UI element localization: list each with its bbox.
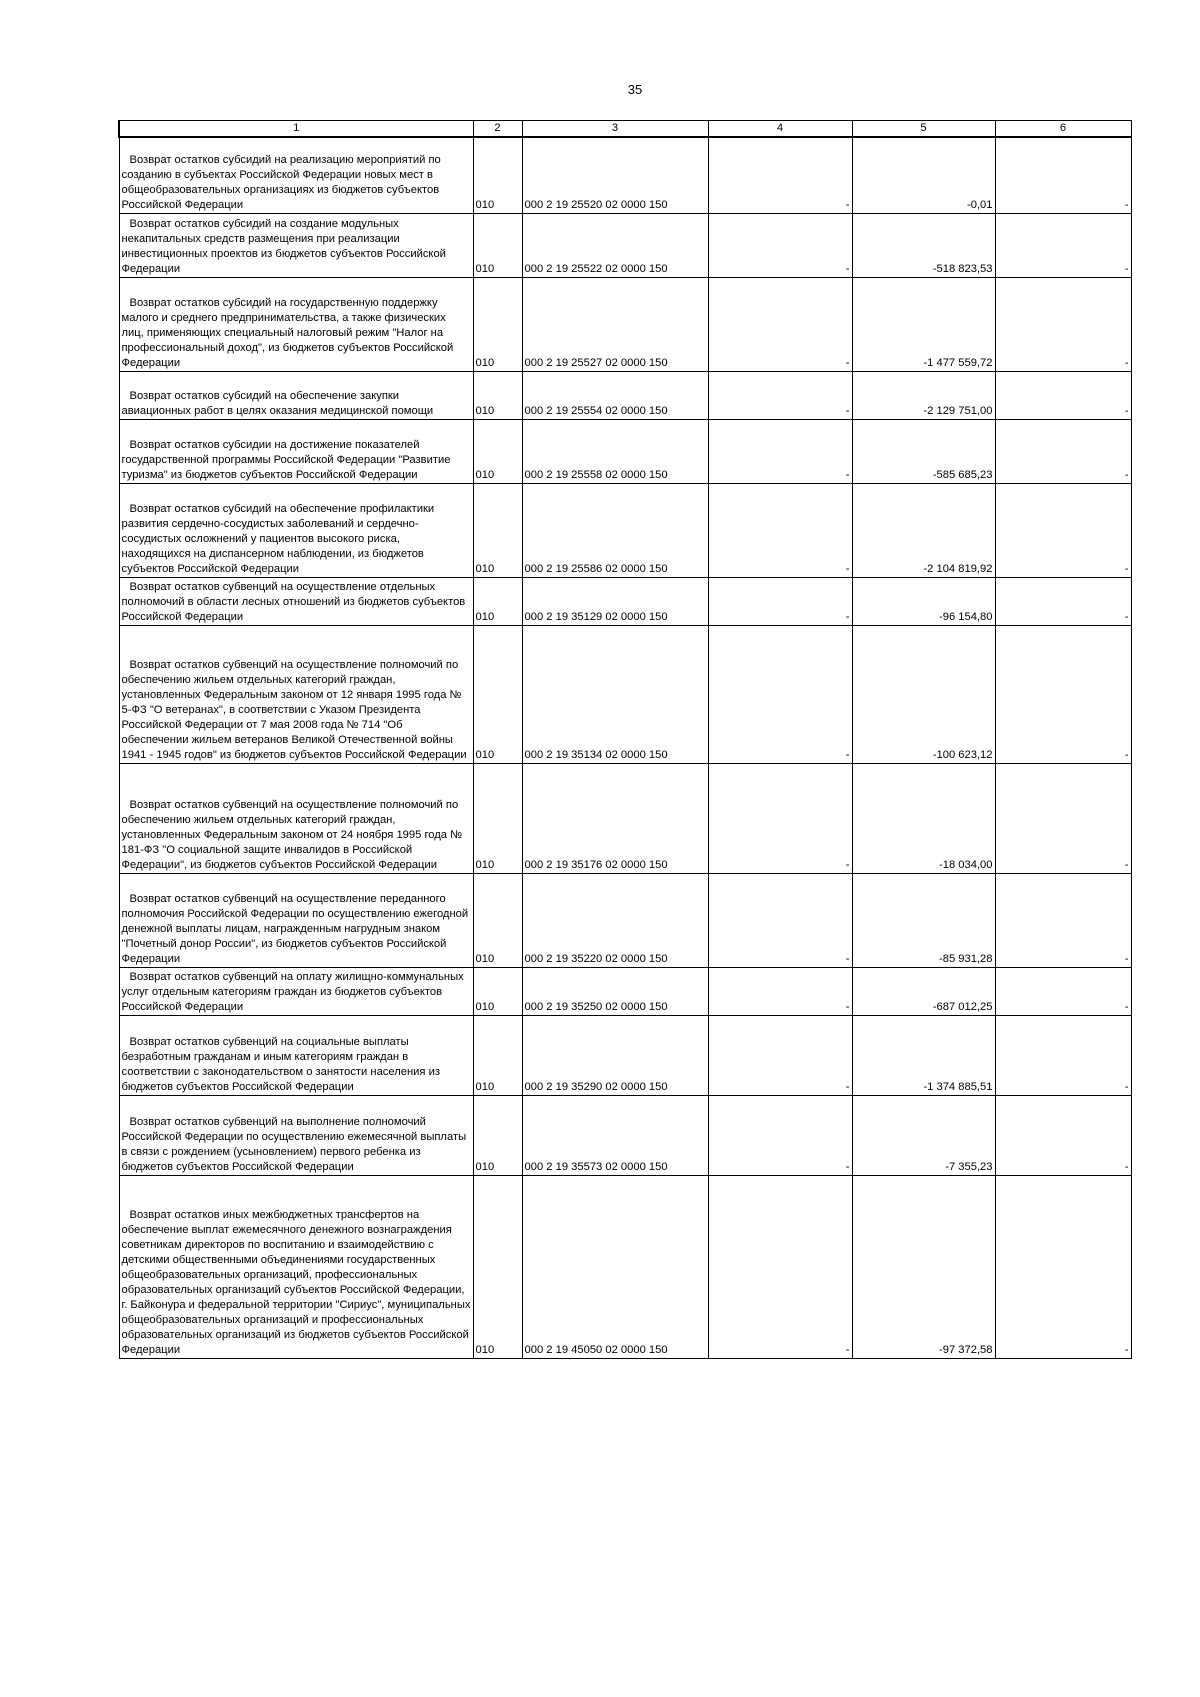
table-row (119, 483, 1131, 577)
row-col4-value: - (708, 483, 852, 577)
row-col6-value: - (995, 577, 1131, 625)
row-description-text: Возврат остатков субвенций на осуществление переданного полномочия Российской Федерации по осуществлению ежегодной денежной выплаты лицам, награжденным нагрудным знаком "Почетный донор России", из бюджетов субъектов Российской Федерации (121, 892, 469, 965)
row-budget-code: 000 2 19 35134 02 0000 150 (522, 625, 708, 763)
row-description (119, 483, 473, 577)
row-budget-code: 000 2 19 35290 02 0000 150 (522, 1015, 708, 1095)
row-budget-code: 000 2 19 35220 02 0000 150 (522, 873, 708, 967)
row-description (119, 873, 473, 967)
table-row (119, 873, 1131, 967)
row-line-code: 010 (473, 1015, 522, 1095)
table-row (119, 625, 1131, 763)
column-header-row (119, 121, 1131, 138)
row-description-text: Возврат остатков субсидий на обеспечение профилактики развития сердечно-сосудистых заболеваний и сердечно-сосудистых осложнений у пациентов высокого риска, находящихся на диспансерном наблюдении, из бюджетов субъектов Российской Федерации (121, 502, 435, 575)
row-col5-value: -687 012,25 (852, 967, 995, 1015)
row-line-code: 010 (473, 213, 522, 277)
row-col5-value: -96 154,80 (852, 577, 995, 625)
row-description-text: Возврат остатков субвенций на осуществление полномочий по обеспечению жильем отдельных категорий граждан, установленных Федеральным законом от 12 января 1995 года № 5-ФЗ "О ветеранах", в соответствии с Указом Президента Российской Федерации от 7 мая 2008 года № 714 "Об обеспечении жильем ветеранов Великой Отечественной войны 1941 - 1945 годов" из бюджетов субъектов Российской Федерации (121, 659, 467, 761)
row-col5-value: -585 685,23 (852, 419, 995, 483)
column-header-4: 4 (708, 121, 852, 138)
row-description (119, 967, 473, 1015)
row-col5-value: -18 034,00 (852, 763, 995, 873)
row-line-code: 010 (473, 419, 522, 483)
row-description (119, 419, 473, 483)
row-description-text: Возврат остатков субвенций на выполнение полномочий Российской Федерации по осуществлению ежемесячной выплаты в связи с рождением (усыновлением) первого ребенка из бюджетов субъектов Российской Федерации (121, 1115, 467, 1173)
row-line-code: 010 (473, 277, 522, 371)
row-budget-code: 000 2 19 45050 02 0000 150 (522, 1175, 708, 1358)
row-col6-value: - (995, 213, 1131, 277)
row-budget-code: 000 2 19 25554 02 0000 150 (522, 371, 708, 419)
row-col4-value: - (708, 213, 852, 277)
row-col6-value: - (995, 277, 1131, 371)
column-header-1: 1 (119, 121, 473, 138)
row-col5-value: -97 372,58 (852, 1175, 995, 1358)
row-col6-value: - (995, 967, 1131, 1015)
row-col6-value: - (995, 137, 1131, 213)
row-budget-code: 000 2 19 25520 02 0000 150 (522, 137, 708, 213)
table-row (119, 967, 1131, 1015)
table-row (119, 577, 1131, 625)
row-col4-value: - (708, 1095, 852, 1175)
row-description (119, 763, 473, 873)
table-row (119, 277, 1131, 371)
row-description (119, 1015, 473, 1095)
row-description-text: Возврат остатков субсидий на реализацию мероприятий по созданию в субъектах Российской Федерации новых мест в общеобразовательных организациях из бюджетов субъектов Российской Федерации (121, 153, 441, 211)
row-budget-code: 000 2 19 35129 02 0000 150 (522, 577, 708, 625)
row-line-code: 010 (473, 137, 522, 213)
row-budget-code: 000 2 19 25527 02 0000 150 (522, 277, 708, 371)
row-col6-value: - (995, 483, 1131, 577)
table-row (119, 1175, 1131, 1358)
row-budget-code: 000 2 19 35250 02 0000 150 (522, 967, 708, 1015)
row-col4-value: - (708, 873, 852, 967)
row-col4-value: - (708, 1015, 852, 1095)
row-line-code: 010 (473, 1095, 522, 1175)
column-header-6: 6 (995, 121, 1131, 138)
row-line-code: 010 (473, 625, 522, 763)
row-col6-value: - (995, 763, 1131, 873)
row-description-text: Возврат остатков субвенций на оплату жилищно-коммунальных услуг отдельным категориям граждан из бюджетов субъектов Российской Федерации (121, 970, 464, 1013)
row-line-code: 010 (473, 371, 522, 419)
column-header-5: 5 (852, 121, 995, 138)
row-description (119, 213, 473, 277)
row-col5-value: -518 823,53 (852, 213, 995, 277)
row-description-text: Возврат остатков субсидий на государственную поддержку малого и среднего предпринимательства, а также физических лиц, применяющих специальный налоговый режим "Налог на профессиональный доход", из бюджетов субъектов Российской Федерации (121, 296, 454, 369)
row-col6-value: - (995, 625, 1131, 763)
row-description-text: Возврат остатков субсидии на достижение показателей государственной программы Российской Федерации "Развитие туризма" из бюджетов субъектов Российской Федерации (121, 438, 451, 481)
row-col6-value: - (995, 371, 1131, 419)
report-table (118, 120, 1132, 1359)
row-description-text: Возврат остатков субвенций на осуществление полномочий по обеспечению жильем отдельных категорий граждан, установленных Федеральным законом от 24 ноября 1995 года № 181-ФЗ "О социальной защите инвалидов в Российской Федерации", из бюджетов субъектов Российской Федерации (121, 798, 463, 871)
row-budget-code: 000 2 19 35573 02 0000 150 (522, 1095, 708, 1175)
row-budget-code: 000 2 19 25522 02 0000 150 (522, 213, 708, 277)
row-col5-value: -100 623,12 (852, 625, 995, 763)
row-description (119, 277, 473, 371)
row-col4-value: - (708, 625, 852, 763)
row-col4-value: - (708, 277, 852, 371)
row-col5-value: -85 931,28 (852, 873, 995, 967)
row-description (119, 577, 473, 625)
row-line-code: 010 (473, 873, 522, 967)
row-col5-value: -1 477 559,72 (852, 277, 995, 371)
row-col6-value: - (995, 419, 1131, 483)
table-row (119, 137, 1131, 213)
row-description (119, 137, 473, 213)
table-row (119, 419, 1131, 483)
row-line-code: 010 (473, 1175, 522, 1358)
table-row (119, 371, 1131, 419)
row-col5-value: -2 129 751,00 (852, 371, 995, 419)
page-number: 35 (627, 82, 643, 97)
table-row (119, 213, 1131, 277)
column-header-3: 3 (522, 121, 708, 138)
row-col6-value: - (995, 1015, 1131, 1095)
row-col6-value: - (995, 873, 1131, 967)
row-col4-value: - (708, 137, 852, 213)
row-description-text: Возврат остатков субсидий на обеспечение закупки авиационных работ в целях оказания медицинской помощи (121, 389, 434, 417)
table-row (119, 763, 1131, 873)
row-budget-code: 000 2 19 25558 02 0000 150 (522, 419, 708, 483)
row-budget-code: 000 2 19 35176 02 0000 150 (522, 763, 708, 873)
row-line-code: 010 (473, 763, 522, 873)
row-description (119, 625, 473, 763)
table-row (119, 1095, 1131, 1175)
table-row (119, 1015, 1131, 1095)
row-description-text: Возврат остатков иных межбюджетных трансфертов на обеспечение выплат ежемесячного денежного вознаграждения советникам директоров по воспитанию и взаимодействию с детскими общественными объединениями государственных общеобразовательных организаций, профессиональных образовательных организаций субъектов Российской Федерации, г. Байконура и федеральной территории "Сириус", муниципальных общеобразовательных организаций и профессиональных образовательных организаций из бюджетов субъектов Российской Федерации (121, 1209, 471, 1356)
row-description (119, 1095, 473, 1175)
row-col6-value: - (995, 1175, 1131, 1358)
row-budget-code: 000 2 19 25586 02 0000 150 (522, 483, 708, 577)
row-description (119, 371, 473, 419)
row-line-code: 010 (473, 577, 522, 625)
row-col5-value: -1 374 885,51 (852, 1015, 995, 1095)
row-line-code: 010 (473, 483, 522, 577)
row-col4-value: - (708, 763, 852, 873)
row-description-text: Возврат остатков субвенций на осуществление отдельных полномочий в области лесных отношений из бюджетов субъектов Российской Федерации (121, 580, 466, 623)
row-col6-value: - (995, 1095, 1131, 1175)
row-col4-value: - (708, 577, 852, 625)
row-description-text: Возврат остатков субсидий на создание модульных некапитальных средств размещения при реализации инвестиционных проектов из бюджетов субъектов Российской Федерации (121, 217, 446, 275)
row-line-code: 010 (473, 967, 522, 1015)
row-col4-value: - (708, 1175, 852, 1358)
column-header-2: 2 (473, 121, 522, 138)
row-col4-value: - (708, 371, 852, 419)
row-description-text: Возврат остатков субвенций на социальные выплаты безработным гражданам и иным категориям граждан в соответствии с законодательством о занятости населения из бюджетов субъектов Российской Федерации (121, 1035, 440, 1093)
row-col5-value: -7 355,23 (852, 1095, 995, 1175)
row-col5-value: -0,01 (852, 137, 995, 213)
row-col4-value: - (708, 967, 852, 1015)
row-description (119, 1175, 473, 1358)
row-col5-value: -2 104 819,92 (852, 483, 995, 577)
row-col4-value: - (708, 419, 852, 483)
